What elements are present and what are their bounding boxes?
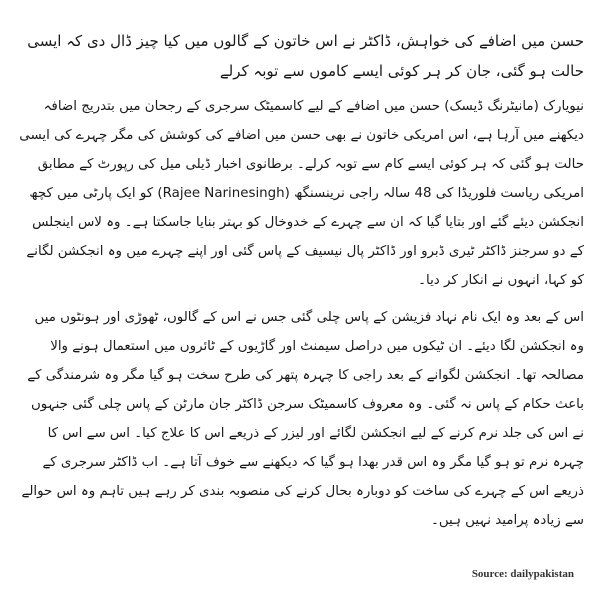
source-credit: Source: dailypakistan [471, 568, 574, 580]
article-paragraph: نیویارک (مانیٹرنگ ڈیسک) حسن میں اضافے کے لیے کاسمیٹک سرجری کے رجحان میں بتدریج اضافہ دیکھنے میں آرہا ہے، اس امریکی خاتون نے بھی حسن میں اضافے کی کوشش کی مگر چہرے کی ایسی حالت ہو گئی کہ ہر کوئی ایسے کام سے توبہ کرلے۔ برطانوی اخبار ڈیلی میل کی رپورٹ کے مطابق امریکی ریاست فلوریڈا کی 48 سالہ راجی نرینسنگھ (Rajee Narinesingh) کو ایک پارٹی میں کچھ انجکشن دیئے گئے اور بتایا گیا کہ ان سے چہرے کے خدوخال کو بہتر بنایا جاسکتا ہے۔ وہ لاس اینجلس کے دو سرجنز ڈاکٹر ٹیری ڈبرو اور ڈاکٹر پال نیسیف کے پاس گئی اور اپنے چہرے میں وہ انجکشن لگانے کو کہا، انہوں نے انکار کر دیا۔ [19, 99, 584, 288]
article-paragraph: اس کے بعد وہ ایک نام نہاد فزیشن کے پاس چلی گئی جس نے اس کے گالوں، ٹھوڑی اور ہونٹوں میں وہ انجکشن لگا دیئے۔ ان ٹیکوں میں دراصل سیمنٹ اور گاڑیوں کے ٹائروں میں استعمال ہونے والا مصالحہ تھا۔ انجکشن لگوانے کے بعد راجی کا چہرہ پتھر کی طرح سخت ہو گیا مگر وہ شرمندگی کے باعث حکام کے پاس نہ گئی۔ وہ معروف کاسمیٹک سرجن ڈاکٹر جان مارٹن کے پاس چلی گئی جنہوں نے اس کی جلد نرم کرنے کے لیے انجکشن لگائے اور لیزر کے ذریعے اس کا علاج کیا۔ اس سے اس کا چہرہ نرم تو ہو گیا مگر وہ اس قدر بھدا ہو گیا کہ دیکھنے سے خوف آتا ہے۔ اب ڈاکٹر سرجری کے ذریعے اس کے چہرے کی ساخت کو دوبارہ بحال کرنے کی منصوبہ بندی کر رہے ہیں تاہم وہ اس حوالے سے زیادہ پرامید نہیں ہیں۔ [21, 310, 584, 528]
news-article [18, 26, 584, 543]
article-headline: حسن میں اضافے کی خواہش، ڈاکٹر نے اس خاتون کے گالوں میں کیا چیز ڈال دی کہ ایسی حالت ہو گئی، جان کر ہر کوئی ایسے کاموں سے توبہ کرلے [27, 32, 584, 80]
